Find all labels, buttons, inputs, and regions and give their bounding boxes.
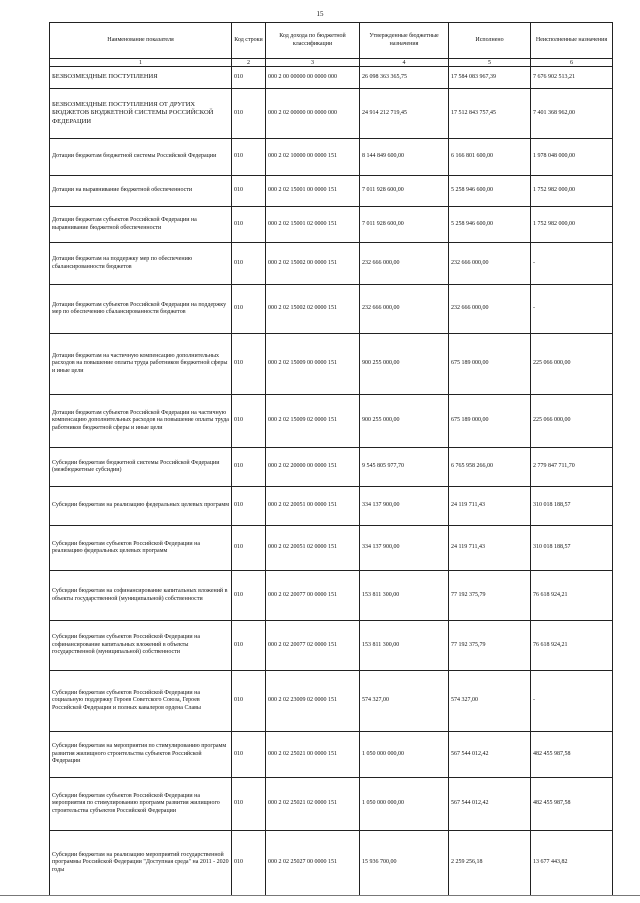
row-code-cell: 010 bbox=[232, 243, 266, 285]
row-name-cell: Субсидии бюджетам на мероприятия по стимулированию программ развития жилищного строительства субъектов Российской Федерации bbox=[50, 732, 232, 778]
row-executed-cell: 675 189 000,00 bbox=[449, 395, 531, 448]
row-approved-cell: 900 255 000,00 bbox=[360, 395, 449, 448]
table-row bbox=[50, 571, 613, 621]
row-executed-cell: 24 119 711,43 bbox=[449, 487, 531, 526]
row-unexecuted-cell: 76 618 924,21 bbox=[531, 571, 613, 621]
row-approved-cell: 7 011 928 600,00 bbox=[360, 176, 449, 207]
column-number: 2 bbox=[232, 59, 266, 67]
column-number: 5 bbox=[449, 59, 531, 67]
row-approved-cell: 1 050 000 000,00 bbox=[360, 732, 449, 778]
row-code-cell: 010 bbox=[232, 207, 266, 243]
column-header-unexecuted: Неисполненные назначения bbox=[531, 23, 613, 59]
table-row bbox=[50, 395, 613, 448]
row-unexecuted-cell: - bbox=[531, 243, 613, 285]
row-class-code-cell: 000 2 00 00000 00 0000 000 bbox=[266, 67, 360, 89]
row-name-cell: Дотации на выравнивание бюджетной обеспеченности bbox=[50, 176, 232, 207]
row-executed-cell: 17 584 083 967,39 bbox=[449, 67, 531, 89]
row-executed-cell: 232 666 000,00 bbox=[449, 285, 531, 334]
row-executed-cell: 675 189 000,00 bbox=[449, 334, 531, 395]
table-row bbox=[50, 621, 613, 671]
row-unexecuted-cell: 7 401 368 962,00 bbox=[531, 89, 613, 139]
row-executed-cell: 5 258 946 600,00 bbox=[449, 207, 531, 243]
row-class-code-cell: 000 2 02 00000 00 0000 000 bbox=[266, 89, 360, 139]
row-approved-cell: 15 936 700,00 bbox=[360, 831, 449, 896]
row-unexecuted-cell: 7 676 902 513,21 bbox=[531, 67, 613, 89]
row-unexecuted-cell: 225 066 000,00 bbox=[531, 334, 613, 395]
row-name-cell: Дотации бюджетам субъектов Российской Федерации на выравнивание бюджетной обеспеченности bbox=[50, 207, 232, 243]
row-class-code-cell: 000 2 02 25021 00 0000 151 bbox=[266, 732, 360, 778]
column-number: 4 bbox=[360, 59, 449, 67]
row-code-cell: 010 bbox=[232, 526, 266, 571]
row-executed-cell: 232 666 000,00 bbox=[449, 243, 531, 285]
row-name-cell: Дотации бюджетам на поддержку мер по обеспечению сбалансированности бюджетов bbox=[50, 243, 232, 285]
row-executed-cell: 77 192 375,79 bbox=[449, 621, 531, 671]
row-class-code-cell: 000 2 02 25027 00 0000 151 bbox=[266, 831, 360, 896]
row-unexecuted-cell: 482 455 987,58 bbox=[531, 732, 613, 778]
row-executed-cell: 2 259 256,18 bbox=[449, 831, 531, 896]
table-row bbox=[50, 448, 613, 487]
page-number: 15 bbox=[316, 10, 324, 18]
row-approved-cell: 153 811 300,00 bbox=[360, 621, 449, 671]
row-approved-cell: 1 050 000 000,00 bbox=[360, 778, 449, 831]
table-row bbox=[50, 207, 613, 243]
row-approved-cell: 24 914 212 719,45 bbox=[360, 89, 449, 139]
row-code-cell: 010 bbox=[232, 395, 266, 448]
row-class-code-cell: 000 2 02 15009 00 0000 151 bbox=[266, 334, 360, 395]
row-name-cell: Субсидии бюджетам субъектов Российской Федерации на мероприятия по стимулированию программ развития жилищного строительства субъектов Российской Федерации bbox=[50, 778, 232, 831]
row-unexecuted-cell: 310 018 188,57 bbox=[531, 487, 613, 526]
row-code-cell: 010 bbox=[232, 831, 266, 896]
row-unexecuted-cell: 225 066 000,00 bbox=[531, 395, 613, 448]
row-code-cell: 010 bbox=[232, 89, 266, 139]
table-row bbox=[50, 778, 613, 831]
row-code-cell: 010 bbox=[232, 778, 266, 831]
row-approved-cell: 334 137 900,00 bbox=[360, 487, 449, 526]
column-numbers-row bbox=[50, 59, 613, 67]
row-name-cell: Субсидии бюджетам на реализацию федеральных целевых программ bbox=[50, 487, 232, 526]
row-executed-cell: 567 544 012,42 bbox=[449, 778, 531, 831]
table-row bbox=[50, 285, 613, 334]
table-row bbox=[50, 831, 613, 896]
row-approved-cell: 334 137 900,00 bbox=[360, 526, 449, 571]
row-class-code-cell: 000 2 02 15002 00 0000 151 bbox=[266, 243, 360, 285]
row-class-code-cell: 000 2 02 20077 00 0000 151 bbox=[266, 571, 360, 621]
row-code-cell: 010 bbox=[232, 732, 266, 778]
row-class-code-cell: 000 2 02 20000 00 0000 151 bbox=[266, 448, 360, 487]
row-unexecuted-cell: 1 752 982 000,00 bbox=[531, 207, 613, 243]
row-executed-cell: 574 327,00 bbox=[449, 671, 531, 732]
row-code-cell: 010 bbox=[232, 487, 266, 526]
row-executed-cell: 77 192 375,79 bbox=[449, 571, 531, 621]
row-name-cell: Дотации бюджетам бюджетной системы Российской Федерации bbox=[50, 139, 232, 176]
row-code-cell: 010 bbox=[232, 571, 266, 621]
row-name-cell: Субсидии бюджетам субъектов Российской Федерации на софинансирование капитальных вложений в объекты государственной (муниципальной) собственности bbox=[50, 621, 232, 671]
row-name-cell: БЕЗВОЗМЕЗДНЫЕ ПОСТУПЛЕНИЯ ОТ ДРУГИХ БЮДЖЕТОВ БЮДЖЕТНОЙ СИСТЕМЫ РОССИЙСКОЙ ФЕДЕРАЦИИ bbox=[50, 89, 232, 139]
row-approved-cell: 232 666 000,00 bbox=[360, 243, 449, 285]
budget-execution-table bbox=[49, 22, 613, 896]
row-approved-cell: 26 098 363 365,75 bbox=[360, 67, 449, 89]
table-row bbox=[50, 67, 613, 89]
row-code-cell: 010 bbox=[232, 448, 266, 487]
row-executed-cell: 567 544 012,42 bbox=[449, 732, 531, 778]
row-name-cell: Субсидии бюджетам бюджетной системы Российской Федерации (межбюджетные субсидии) bbox=[50, 448, 232, 487]
row-class-code-cell: 000 2 02 23009 02 0000 151 bbox=[266, 671, 360, 732]
column-header-class-code: Код дохода по бюджетной классификации bbox=[266, 23, 360, 59]
table-header-row bbox=[50, 23, 613, 59]
row-unexecuted-cell: - bbox=[531, 285, 613, 334]
row-unexecuted-cell: 482 455 987,58 bbox=[531, 778, 613, 831]
table-row bbox=[50, 671, 613, 732]
row-approved-cell: 7 011 928 600,00 bbox=[360, 207, 449, 243]
row-unexecuted-cell: 1 752 982 000,00 bbox=[531, 176, 613, 207]
row-code-cell: 010 bbox=[232, 621, 266, 671]
row-executed-cell: 24 119 711,43 bbox=[449, 526, 531, 571]
row-name-cell: Субсидии бюджетам субъектов Российской Федерации на социальную поддержку Героев Советского Союза, Героев Российской Федерации и полных кавалеров ордена Славы bbox=[50, 671, 232, 732]
table-row bbox=[50, 487, 613, 526]
table-row bbox=[50, 732, 613, 778]
row-class-code-cell: 000 2 02 20051 00 0000 151 bbox=[266, 487, 360, 526]
row-unexecuted-cell: 310 018 188,57 bbox=[531, 526, 613, 571]
row-approved-cell: 9 545 805 977,70 bbox=[360, 448, 449, 487]
row-unexecuted-cell: 76 618 924,21 bbox=[531, 621, 613, 671]
column-number: 6 bbox=[531, 59, 613, 67]
row-class-code-cell: 000 2 02 25021 02 0000 151 bbox=[266, 778, 360, 831]
row-code-cell: 010 bbox=[232, 285, 266, 334]
row-approved-cell: 232 666 000,00 bbox=[360, 285, 449, 334]
row-unexecuted-cell: - bbox=[531, 671, 613, 732]
row-executed-cell: 6 765 958 266,00 bbox=[449, 448, 531, 487]
row-code-cell: 010 bbox=[232, 67, 266, 89]
row-unexecuted-cell: 1 978 048 000,00 bbox=[531, 139, 613, 176]
row-executed-cell: 6 166 801 600,00 bbox=[449, 139, 531, 176]
table-row bbox=[50, 243, 613, 285]
table-body bbox=[50, 67, 613, 896]
column-header-approved: Утвержденные бюджетные назначения bbox=[360, 23, 449, 59]
row-name-cell: Дотации бюджетам на частичную компенсацию дополнительных расходов на повышение оплаты труда работников бюджетной сферы и иные цели bbox=[50, 334, 232, 395]
row-unexecuted-cell: 13 677 443,82 bbox=[531, 831, 613, 896]
row-code-cell: 010 bbox=[232, 139, 266, 176]
column-header-row-code: Код строки bbox=[232, 23, 266, 59]
page-bottom-rule bbox=[0, 895, 640, 896]
column-number: 3 bbox=[266, 59, 360, 67]
row-class-code-cell: 000 2 02 15002 02 0000 151 bbox=[266, 285, 360, 334]
row-approved-cell: 8 144 849 600,00 bbox=[360, 139, 449, 176]
row-name-cell: Дотации бюджетам субъектов Российской Федерации на частичную компенсацию дополнительных расходов на повышение оплаты труда работников бюджетной сферы и иные цели bbox=[50, 395, 232, 448]
row-approved-cell: 900 255 000,00 bbox=[360, 334, 449, 395]
table-row bbox=[50, 176, 613, 207]
row-executed-cell: 17 512 843 757,45 bbox=[449, 89, 531, 139]
row-name-cell: Субсидии бюджетам на реализацию мероприятий государственной программы Российской Федерации "Доступная среда" на 2011 - 2020 годы bbox=[50, 831, 232, 896]
row-executed-cell: 5 258 946 600,00 bbox=[449, 176, 531, 207]
row-class-code-cell: 000 2 02 15001 02 0000 151 bbox=[266, 207, 360, 243]
row-approved-cell: 574 327,00 bbox=[360, 671, 449, 732]
row-approved-cell: 153 811 300,00 bbox=[360, 571, 449, 621]
row-name-cell: БЕЗВОЗМЕЗДНЫЕ ПОСТУПЛЕНИЯ bbox=[50, 67, 232, 89]
row-class-code-cell: 000 2 02 15009 02 0000 151 bbox=[266, 395, 360, 448]
table-row bbox=[50, 139, 613, 176]
column-header-name: Наименование показателя bbox=[50, 23, 232, 59]
column-header-executed: Исполнено bbox=[449, 23, 531, 59]
table-row bbox=[50, 334, 613, 395]
row-name-cell: Субсидии бюджетам субъектов Российской Федерации на реализацию федеральных целевых программ bbox=[50, 526, 232, 571]
row-code-cell: 010 bbox=[232, 334, 266, 395]
table-row bbox=[50, 89, 613, 139]
row-code-cell: 010 bbox=[232, 671, 266, 732]
row-class-code-cell: 000 2 02 15001 00 0000 151 bbox=[266, 176, 360, 207]
row-class-code-cell: 000 2 02 10000 00 0000 151 bbox=[266, 139, 360, 176]
row-name-cell: Субсидии бюджетам на софинансирование капитальных вложений в объекты государственной (муниципальной) собственности bbox=[50, 571, 232, 621]
column-number: 1 bbox=[50, 59, 232, 67]
row-unexecuted-cell: 2 779 847 711,70 bbox=[531, 448, 613, 487]
table-row bbox=[50, 526, 613, 571]
row-code-cell: 010 bbox=[232, 176, 266, 207]
row-class-code-cell: 000 2 02 20051 02 0000 151 bbox=[266, 526, 360, 571]
row-class-code-cell: 000 2 02 20077 02 0000 151 bbox=[266, 621, 360, 671]
row-name-cell: Дотации бюджетам субъектов Российской Федерации на поддержку мер по обеспечению сбалансированности бюджетов bbox=[50, 285, 232, 334]
